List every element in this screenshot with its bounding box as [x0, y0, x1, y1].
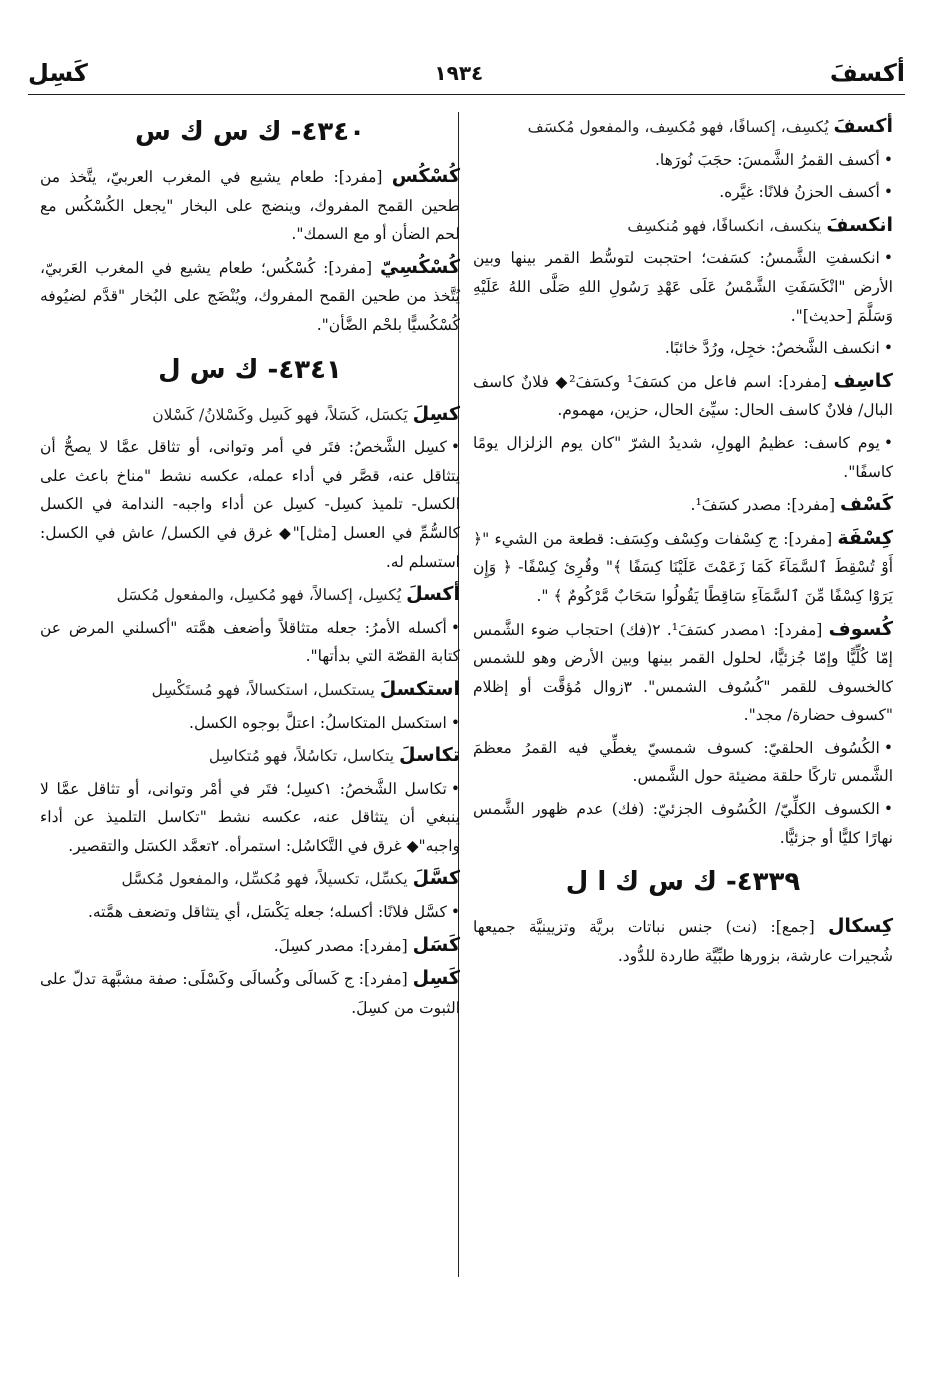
sense: •انكسفتِ الشَّمسُ: كسَفت؛ احتجبت لتوسُّط القمر بينها وبين الأرض "انْكَسَفَتِ الشَّمْسُ عَلَى عَهْدِ رَسُولِ اللهِ صَلَّى اللهُ عَلَيْهِ وَسَلَّمَ [حديث]". [473, 249, 893, 325]
sense-text: كسِل الشَّخصُ: فتَر في أمر وتوانى، أو تثاقل عمَّا لا يصحُّ أن يتثاقل عنه، قصَّر في أداء عمله، عكسه نشط "مناخ باعث على الكسل- تلميذ كسِل- كسِل عن أداء واجبه- الندامة في الكسل كالسُّمِّ في العسل [مثل]"◆ غرق في الكسل/ عاش في الكسل: استسلم له. [40, 438, 460, 571]
sense-text: انكسفتِ الشَّمسُ: كسَفت؛ احتجبت لتوسُّط القمر بينها وبين الأرض "انْكَسَفَتِ الشَّمْسُ عَلَى عَهْدِ رَسُولِ اللهِ صَلَّى اللهُ عَلَيْهِ وَسَلَّمَ [حديث]". [473, 249, 893, 325]
entry-kasal [40, 931, 460, 961]
entry-istaksala [40, 675, 460, 705]
sense-text: استكسل المتكاسلُ: اعتلَّ بوجوه الكسل. [189, 713, 447, 732]
entry-kuskusi [40, 253, 460, 340]
entry-kusuf [473, 615, 893, 730]
headword: كَسِل [412, 967, 460, 990]
headword: كُسوف [828, 617, 893, 640]
conjugation: يستكسل، استكسالاً، فهو مُستَكْسِل [151, 680, 375, 699]
root-heading: ٤٣٤٠- ك س ك س [135, 117, 365, 147]
sense-text: أكسف الحزنُ فلانًا: غيَّره. [719, 183, 880, 202]
right-column [473, 112, 893, 974]
definition: [مفرد]: ج كِسْفات وكِسْف وكِسَف: قطعة من الشيء "﴿ أَوْ تُسْقِطَ ٱلسَّمَآءَ كَمَا زَعَمْتَ عَلَيْنَا كِسَفًا ﴾" وقُرِئ كِسْفًا- ﴿ وَإِن يَرَوْا كِسْفًا مِّنَ ٱلسَّمَآءِ سَاقِطًا يَقُولُوا سَحَابٌ مَّرْكُومٌ ﴾ ". [473, 529, 893, 605]
headword: أكسفَ [833, 115, 893, 137]
headword: كسِلَ [412, 402, 460, 425]
definition: [مفرد]: طعام يشيع في المغرب العربيّ، يتَّخذ من طحين القمح المفروك، وينضج على البخار "يجعل الكُسْكُس مع لحم الضأن أو مع السمك". [40, 168, 460, 244]
entry-inkasafa [473, 211, 893, 241]
conjugation: يُكسِل، إكسالاً، فهو مُكسِل، والمفعول مُكسَل [116, 586, 402, 605]
left-column [40, 112, 460, 1026]
sense-text: أكسله الأمرُ: جعله متثاقلاً وأضعف همَّته "أكسلني المرض عن كتابة القصّة التي بدأتها". [40, 618, 460, 666]
root-heading: ٤٣٤١- ك س ل [158, 354, 342, 385]
definition: [مفرد]: مصدر كسَفَ¹. [690, 496, 836, 515]
conjugation: يُكسِف، إكسافًا، فهو مُكسِف، والمفعول مُكسَف [527, 118, 829, 136]
entry-aksala [40, 580, 460, 610]
sense-text: انكسف الشَّخصُ: خجِل، ورُدَّ خائبًا. [664, 339, 880, 358]
sense: •يوم كاسف: عظيمُ الهولِ، شديدُ الشرّ "كان يوم الزلزال يومًا كاسفًا". [473, 433, 893, 481]
headword: أكسلَ [406, 583, 460, 606]
sense: •استكسل المتكاسلُ: اعتلَّ بوجوه الكسل. [189, 713, 460, 732]
sense-text: الكسوف الكلِّيّ/ الكُسُوف الجزئيّ: (فك) عدم ظهور الشَّمس نهارًا كليًّا أو جزئيًّا. [473, 800, 893, 847]
sense: •أكسف الحزنُ فلانًا: غيَّره. [719, 183, 893, 202]
entry-kasil [40, 964, 460, 1022]
definition: [جمع]: (نت) جنس نباتات بريَّة وتزيينيَّة جميعها شُجيرات عارشة، بزورها طبِّيَّة طاردة للدُّود. [473, 918, 893, 965]
sense-text: الكُسُوف الحلقيّ: كسوف شمسيّ يغطِّي فيه القمرُ معظمَ الشَّمس تاركًا حلقة مضيئة حول الشَّمس. [473, 738, 893, 786]
entry-kassala [40, 864, 460, 894]
headword: كُسْكُسِيّ [380, 255, 460, 278]
page-number: ١٩٣٤ [434, 61, 484, 85]
sense-text: كسَّل فلانًا: أكسله؛ جعله يَكْسَل، أي يتثاقل وتضعف همَّته. [87, 903, 447, 922]
entry-kiskal [473, 912, 893, 970]
entry-aksafa [473, 112, 893, 142]
headword: تكاسلَ [399, 744, 460, 767]
headword: كِسْفَة [837, 526, 893, 549]
page-header [28, 52, 905, 95]
entry-kasila [40, 400, 460, 430]
sense: •كسِل الشَّخصُ: فتَر في أمر وتوانى، أو تثاقل عمَّا لا يصحُّ أن يتثاقل عنه، قصَّر في أداء عمله، عكسه نشط "مناخ باعث على الكسل- تلميذ كسِل- كسِل عن أداء واجبه- الندامة في الكسل كالسُّمِّ في العسل [مثل]"◆ غرق في الكسل/ عاش في الكسل: استسلم له. [40, 438, 460, 571]
headword: كَسْف [839, 493, 893, 516]
definition: [مفرد]: مصدر كسِلَ. [273, 936, 408, 955]
headword: كَسَل [412, 933, 460, 956]
definition: [مفرد]: كُسْكُس؛ طعام يشيع في المغرب العَربيّ، يُتَّخذ من طحين القمح المفروك، ويُنْضَج على البُخار "قدَّم لضيُوفه كُسْكُسيًّا بلحْم الضَّأن". [40, 258, 460, 334]
sense: •الكسوف الكلِّيّ/ الكُسُوف الجزئيّ: (فك) عدم ظهور الشَّمس نهارًا كليًّا أو جزئيًّا. [473, 800, 893, 847]
sense-text: تكاسل الشَّخصُ: ١كسِل؛ فتَر في أمْر وتوانى، أو تثاقل عمَّا لا ينبغي أن يتثاقل عنه، عكسه نشط "تكاسل التلميذ عن أداء واجبه"◆ غرق في التَّكاسُل: استمرأه. ٢تعمَّد الكسَل والتقصير. [40, 779, 460, 855]
headword: كسَّلَ [412, 867, 460, 890]
definition: [مفرد]: ١مصدر كسَفَ¹. ٢(فك) احتجاب ضوء الشَّمس إمّا كُلِّيًّا وإمّا جُزئيًّا، لحلول القمر بينها وبين الأرض وهو للشمس كالخسوف للقمر "كُسُوف الشمس". ٣زوال مُؤقَّت أو إظلام "كسوف حضارة/ مجد". [473, 620, 893, 725]
headword: كاسِف [833, 369, 893, 392]
sense: •انكسف الشَّخصُ: خجِل، ورُدَّ خائبًا. [664, 339, 893, 358]
sense: •أكسف القمرُ الشَّمسَ: حجَبَ نُورَها. [654, 150, 893, 169]
sense: •كسَّل فلانًا: أكسله؛ جعله يَكْسَل، أي يتثاقل وتضعف همَّته. [87, 903, 460, 922]
header-last-word: كَسِل [28, 59, 88, 87]
sense: •الكُسُوف الحلقيّ: كسوف شمسيّ يغطِّي فيه القمرُ معظمَ الشَّمس تاركًا حلقة مضيئة حول الشَّمس. [473, 738, 893, 786]
entry-kuskus [40, 162, 460, 249]
sense: •أكسله الأمرُ: جعله متثاقلاً وأضعف همَّته "أكسلني المرض عن كتابة القصّة التي بدأتها". [40, 618, 460, 666]
conjugation: يَكسَل، كَسَلاً، فهو كَسِل وكَسْلانُ/ كَسْلان [152, 405, 408, 424]
root-heading: ٤٣٣٩- ك س ك ا ل [565, 867, 801, 898]
entry-kasf [473, 490, 893, 520]
sense: •تكاسل الشَّخصُ: ١كسِل؛ فتَر في أمْر وتوانى، أو تثاقل عمَّا لا ينبغي أن يتثاقل عنه، عكسه نشط "تكاسل التلميذ عن أداء واجبه"◆ غرق في التَّكاسُل: استمرأه. ٢تعمَّد الكسَل والتقصير. [40, 779, 460, 855]
headword: استكسلَ [379, 677, 460, 700]
entry-kasif [473, 367, 893, 425]
definition: [مفرد]: ج كَسالَى وكُسالَى وكَسْلَى: صفة مشبَّهة تدلّ على الثبوت من كسِلَ. [40, 970, 460, 1017]
header-first-word: أكسفَ [829, 59, 905, 87]
sense-text: أكسف القمرُ الشَّمسَ: حجَبَ نُورَها. [654, 150, 880, 169]
conjugation: يتكاسل، تكاسُلاً، فهو مُتكاسِل [208, 747, 395, 766]
sense-text: يوم كاسف: عظيمُ الهولِ، شديدُ الشرّ "كان يوم الزلزال يومًا كاسفًا". [473, 433, 893, 481]
headword: كِسكال [827, 915, 893, 938]
headword: انكسفَ [826, 213, 893, 236]
conjugation: يكسِّل، تكسيلاً، فهو مُكسِّل، والمفعول مُكسَّل [121, 870, 408, 889]
entry-kisfa [473, 524, 893, 611]
conjugation: ينكسف، انكسافًا، فهو مُنكسِف [627, 216, 822, 235]
entry-takasala [40, 741, 460, 771]
definition: [مفرد]: اسم فاعل من كسَفَ¹ وكسَفَ²◆ فلانٌ كاسف البال/ فلانٌ كاسف الحال: سيِّئ الحال، حزين، مهموم. [473, 372, 893, 420]
headword: كُسْكُس [391, 165, 460, 187]
